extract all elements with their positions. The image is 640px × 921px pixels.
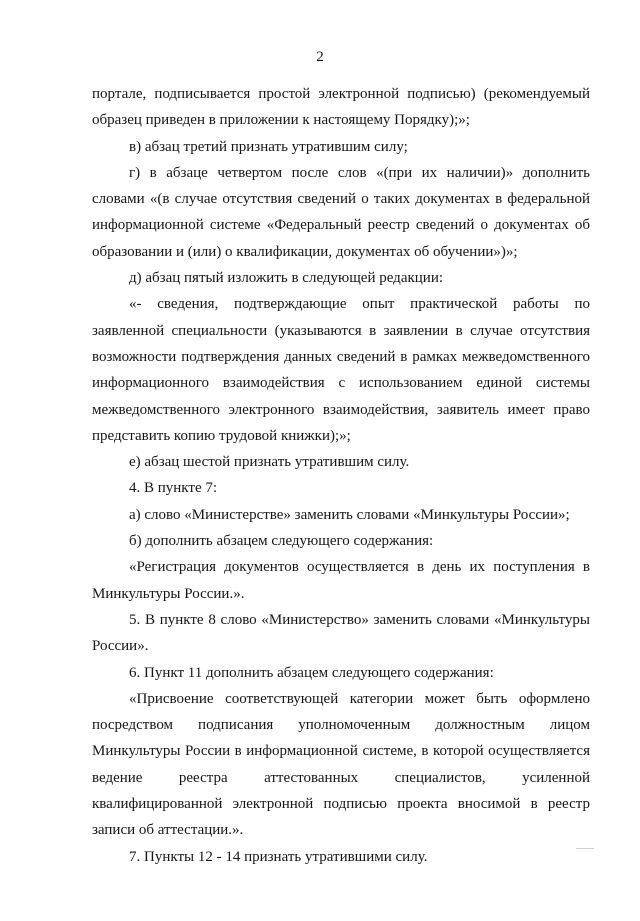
page-number: 2 <box>316 49 324 65</box>
document-body <box>92 81 590 870</box>
paragraph-d-fifth-edition: д) абзац пятый изложить в следующей редакции: <box>129 270 444 287</box>
paragraph-g-fourth-addition: г) в абзаце четвертом после слов «(при их наличии)» дополнить словами «(в случае отсутствия сведений о таких документах в федеральной информационной системе «Федеральный реестр сведений о документах об образовании и (или) о квалификации, документах об обучении»)»; <box>92 164 590 260</box>
paragraph-category-assignment: «Присвоение соответствующей категории может быть оформлено посредством подписания уполномоченным должностным лицом Минкультуры России в информационной системе, в которой осуществляется ведение реестра аттестованных специалистов, усиленной квалифицированной электронной подписью проекта вносимой в реестр записи об аттестации.». <box>92 690 590 839</box>
paragraph-e-sixth-invalid: е) абзац шестой признать утратившим силу. <box>129 454 410 471</box>
paragraph-b-add-paragraph: б) дополнить абзацем следующего содержания: <box>129 533 434 550</box>
paragraph-registration: «Регистрация документов осуществляется в день их поступления в Минкультуры России.». <box>92 559 590 602</box>
paragraph-item-5: 5. В пункте 8 слово «Министерство» заменить словами «Минкультуры России». <box>92 611 590 655</box>
paragraph-experience-info: «- сведения, подтверждающие опыт практической работы по заявленной специальности (указываются в заявлении в случае отсутствия возможности подтверждения данных сведений в рамках межведомственного информационного взаимодействия с использованием единой системы межведомственного электронного взаимодействия, заявитель имеет право представить копию трудовой книжки);»; <box>92 296 590 444</box>
paragraph-item-6: 6. Пункт 11 дополнить абзацем следующего содержания: <box>129 664 494 681</box>
paragraph-portal-signature: портале, подписывается простой электронной подписью) (рекомендуемый образец приведен в приложении к настоящему Порядку);»; <box>92 86 590 129</box>
paragraph-item-7: 7. Пункты 12 - 14 признать утратившими силу. <box>129 848 428 865</box>
paragraph-v-third-invalid: в) абзац третий признать утратившим силу; <box>129 138 408 155</box>
paragraph-item-4: 4. В пункте 7: <box>129 480 218 497</box>
scan-artifact <box>576 848 594 849</box>
paragraph-a-replace-ministry: а) слово «Министерстве» заменить словами «Минкультуры России»; <box>129 506 570 523</box>
